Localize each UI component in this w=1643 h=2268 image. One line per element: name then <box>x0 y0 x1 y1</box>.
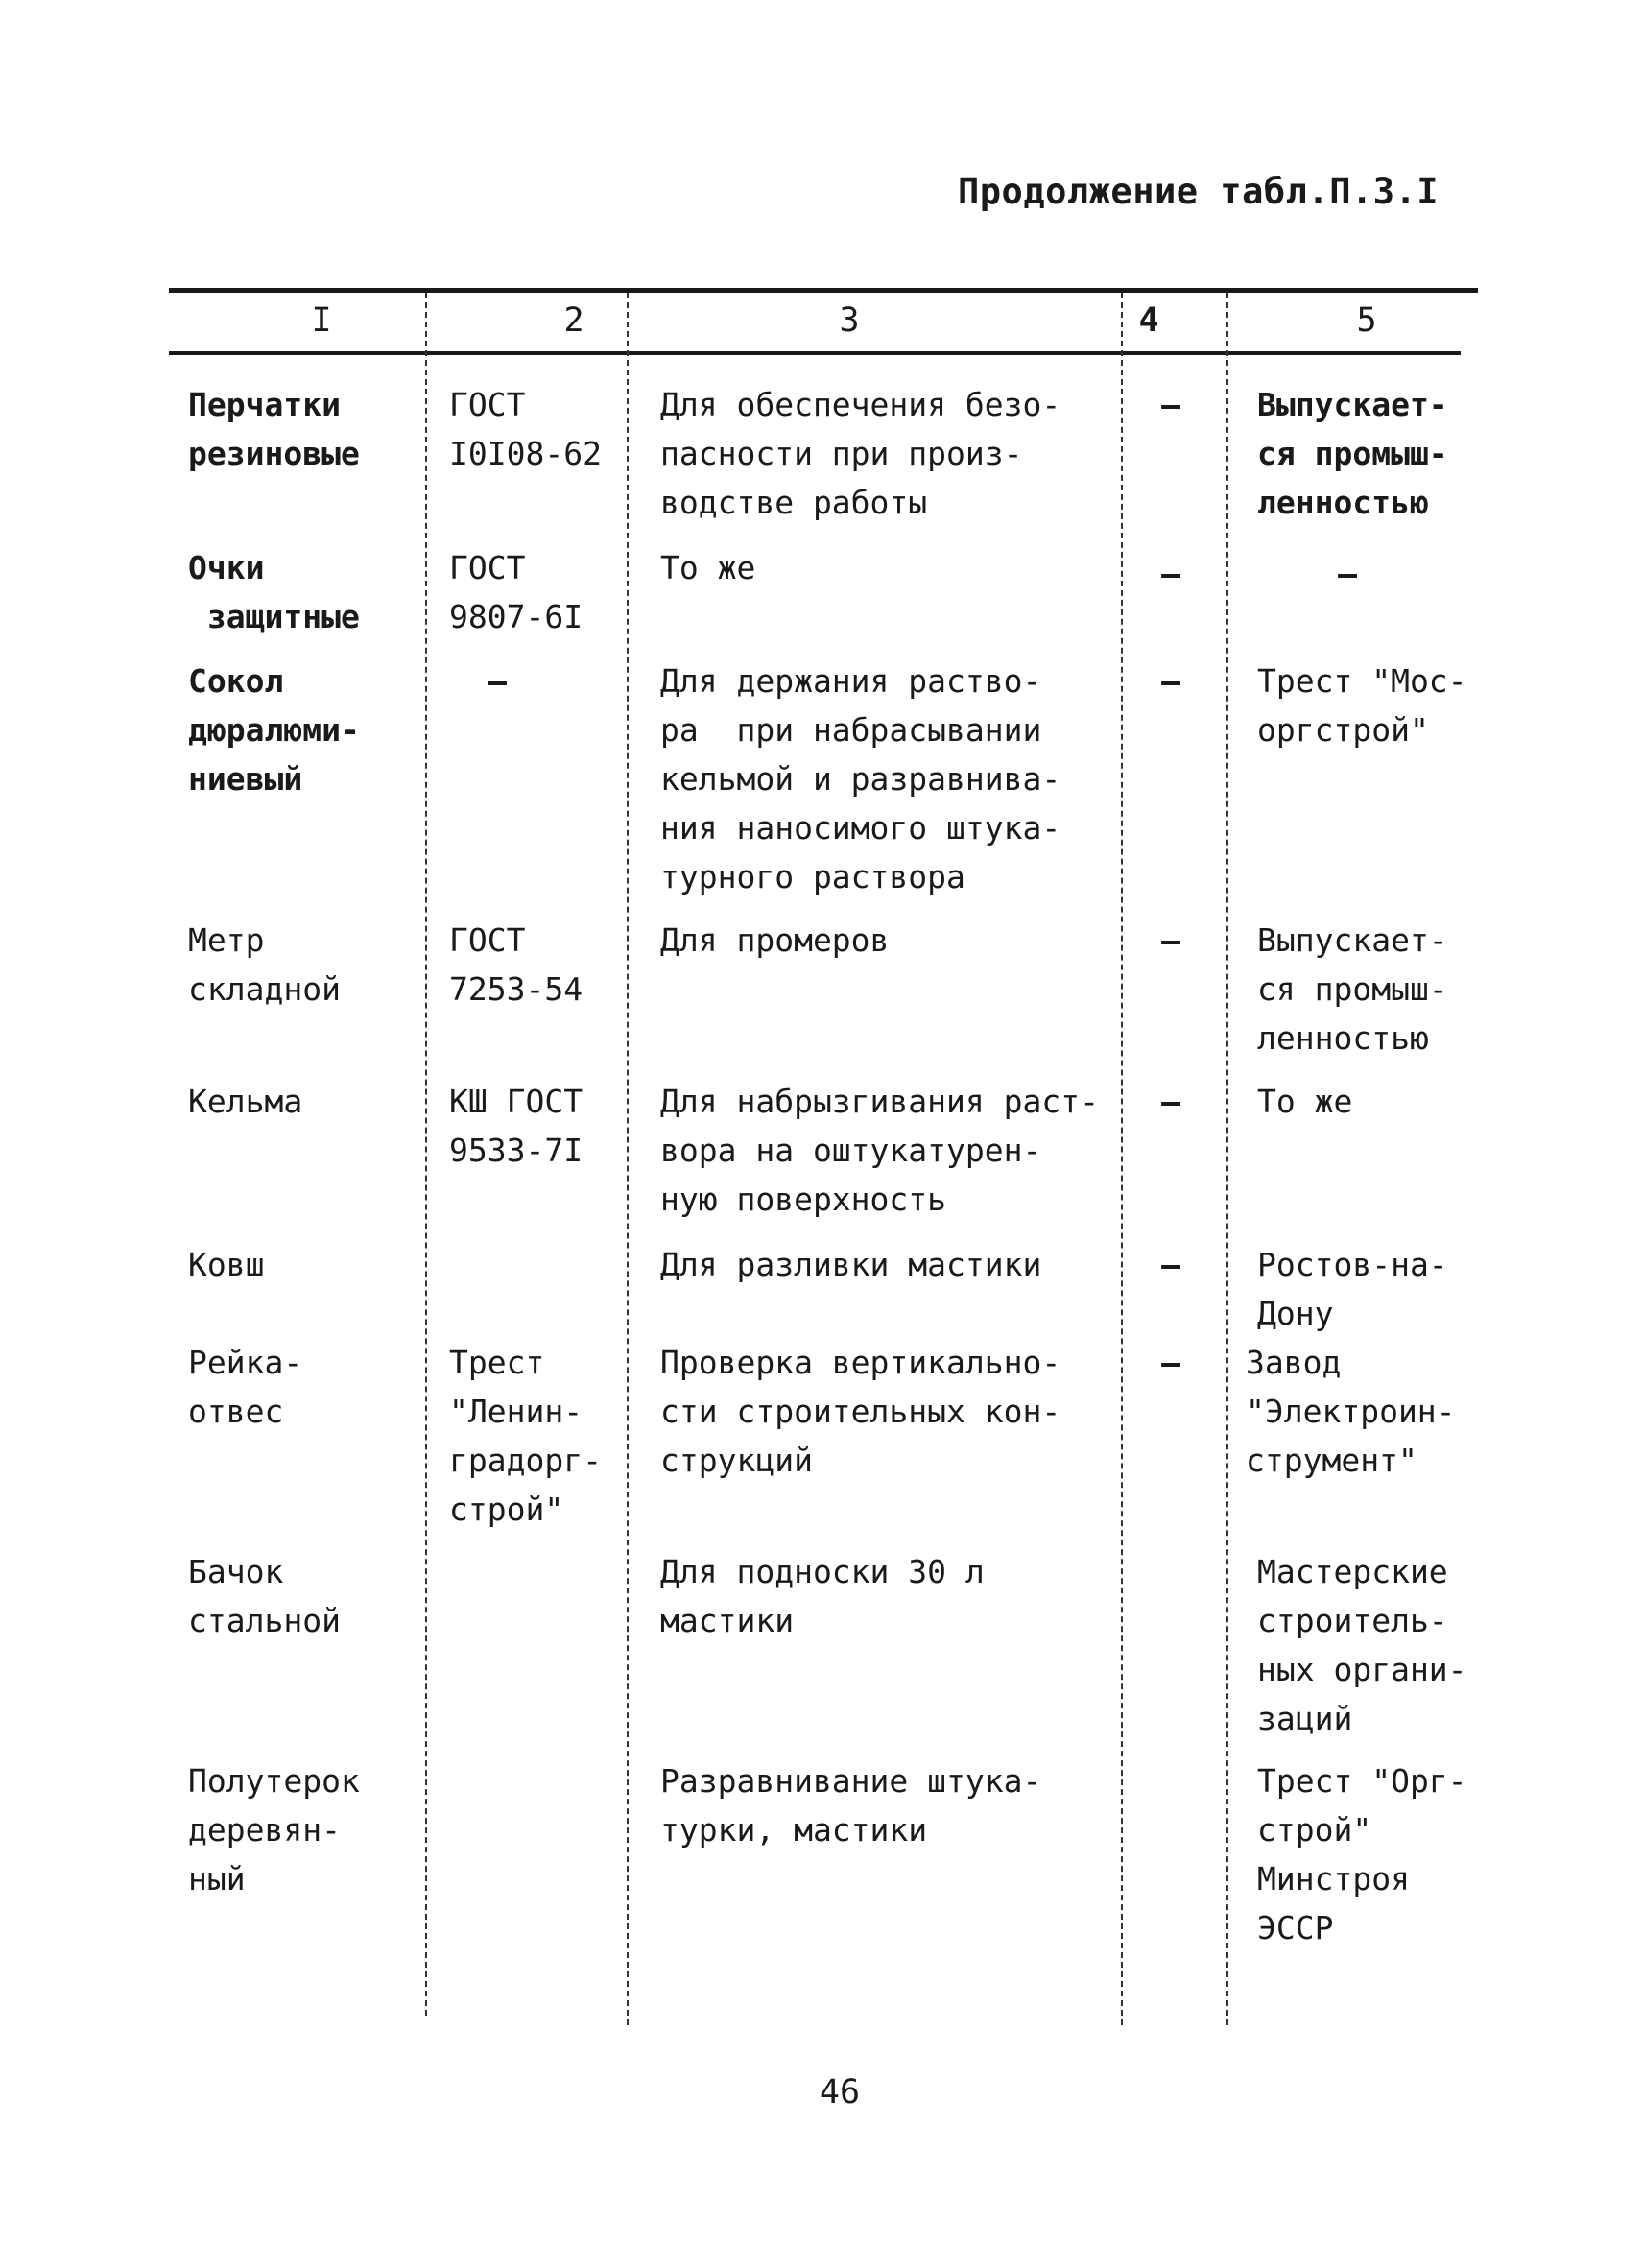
column-header-4: 4 <box>1138 301 1159 340</box>
item-purpose: То же <box>660 549 756 586</box>
item-name: Сокол дюралюми- ниевый <box>188 662 360 798</box>
item-name: Кельма <box>188 1083 303 1120</box>
item-count: – <box>1161 1344 1180 1381</box>
item-count: – <box>1161 555 1180 592</box>
column-divider-4 <box>1226 293 1228 2025</box>
item-purpose: Для промеров <box>660 921 890 959</box>
table-top-rule <box>169 288 1478 293</box>
item-standard: ГОСТ 9807-6I <box>449 549 583 635</box>
item-supplier: Завод "Электроин- струмент" <box>1246 1344 1456 1479</box>
item-standard: Трест "Ленин- градорг- строй" <box>449 1344 602 1528</box>
item-standard: КШ ГОСТ 9533-7I <box>449 1083 583 1169</box>
column-header-3: 3 <box>839 301 860 340</box>
item-supplier: Трест "Мос- оргстрой" <box>1257 662 1467 749</box>
item-purpose: Для разливки мастики <box>660 1246 1042 1283</box>
column-divider-1 <box>425 293 427 2016</box>
item-purpose: Для обеспечения безо- пасности при произ- водстве работы <box>660 386 1061 521</box>
column-header-5: 5 <box>1356 301 1377 340</box>
item-standard: – <box>488 662 507 700</box>
item-name: Полутерок деревян- ный <box>188 1762 360 1898</box>
item-supplier: Мастерские строитель- ных органи- заций <box>1257 1553 1467 1737</box>
item-name: Рейка- отвес <box>188 1344 303 1430</box>
column-header-1: I <box>311 301 332 340</box>
item-purpose: Разравнивание штука- турки, мастики <box>660 1762 1042 1849</box>
item-count: – <box>1161 662 1180 700</box>
page-number: 46 <box>819 2073 861 2112</box>
item-count: – <box>1161 1246 1180 1283</box>
item-count: – <box>1161 921 1180 959</box>
item-supplier: Ростов-на- Дону <box>1257 1246 1448 1332</box>
item-standard: ГОСТ 7253-54 <box>449 921 583 1008</box>
item-purpose: Для держания раство- ра при набрасывании кельмой и разравнива- ния наносимого штука- турного раствора <box>660 662 1061 895</box>
table-header-rule <box>169 351 1461 355</box>
item-name: Ковш <box>188 1246 265 1283</box>
item-purpose: Для набрызгивания раст- вора на оштукатурен- ную поверхность <box>660 1083 1099 1218</box>
item-count: – <box>1161 386 1180 423</box>
column-header-2: 2 <box>563 301 584 340</box>
item-purpose: Для подноски 30 л мастики <box>660 1553 985 1639</box>
column-divider-3 <box>1121 293 1123 2025</box>
item-name: Метр складной <box>188 921 341 1008</box>
table-caption: Продолжение табл.П.3.I <box>958 171 1440 212</box>
item-supplier: Трест "Орг- строй" Минстроя ЭССР <box>1257 1762 1467 1946</box>
item-standard: ГОСТ I0I08-62 <box>449 386 602 472</box>
item-name: Перчатки резиновые <box>188 386 360 472</box>
item-supplier: Выпускает- ся промыш- ленностью <box>1257 921 1448 1057</box>
item-name: Бачок стальной <box>188 1553 341 1639</box>
item-purpose: Проверка вертикально- сти строительных кон- струкций <box>660 1344 1061 1479</box>
item-count: – <box>1161 1083 1180 1120</box>
item-supplier: То же <box>1257 1083 1353 1120</box>
item-name: Очки защитные <box>188 549 360 635</box>
item-supplier: Выпускает- ся промыш- ленностью <box>1257 386 1448 521</box>
item-supplier: – <box>1338 555 1357 592</box>
column-divider-2 <box>627 293 629 2025</box>
